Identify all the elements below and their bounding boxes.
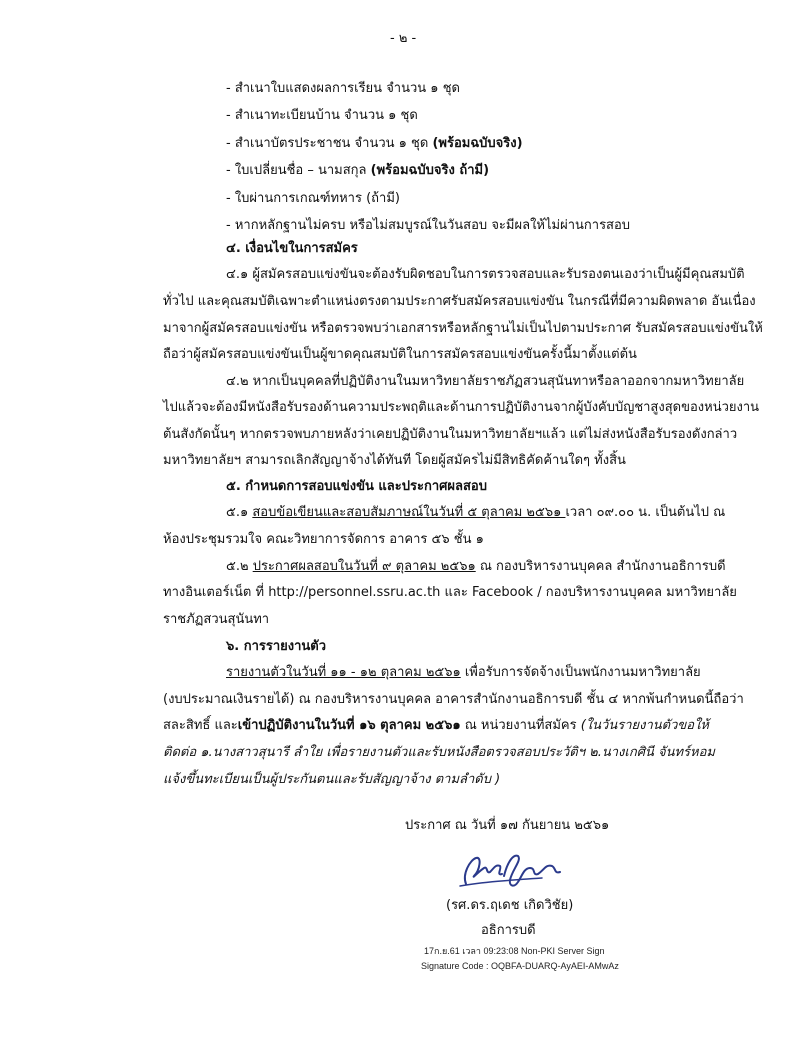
paragraph-5-2-line: ทางอินเตอร์เน็ต ที่ http://personnel.ssru.ac.th และ Facebook / กองบริหารงานบุคคล มหาวิทยาลัย (163, 585, 737, 600)
document-item: - หากหลักฐานไม่ครบ หรือไม่สมบูรณ์ในวันสอบ จะมีผลให้ไม่ผ่านการสอบ (226, 218, 631, 233)
paragraph-4-1-line: ๔.๑ ผู้สมัครสอบแข่งขันจะต้องรับผิดชอบในการตรวจสอบและรับรองตนเองว่าเป็นผู้มีคุณสมบัติ (226, 267, 745, 282)
paragraph-5-1-number: ๕.๑ (226, 505, 253, 520)
paragraph-6-line (226, 664, 701, 682)
paragraph-6-note: แจ้งขึ้นทะเบียนเป็นผู้ประกันตนและรับสัญญาจ้าง ตามลำดับ ) (163, 772, 501, 787)
document-item: - ใบผ่านการเกณฑ์ทหาร (ถ้ามี) (226, 191, 400, 206)
paragraph-4-1-line: มาจากผู้สมัครสอบแข่งขัน หรือตรวจพบว่าเอกสารหรือหลักฐานไม่เป็นไปตามประกาศ รับสมัครสอบแข่งขันให้ (163, 321, 763, 336)
start-work-date: เข้าปฏิบัติงานในวันที่ ๑๖ ตุลาคม ๒๕๖๑ (237, 718, 461, 733)
signature-code: Signature Code : OQBFA-DUARQ-AyAEI-AMwAz (421, 961, 619, 971)
section-4-heading: ๔. เงื่อนไขในการสมัคร (226, 241, 358, 256)
paragraph-4-1-line: ถือว่าผู้สมัครสอบแข่งขันเป็นผู้ขาดคุณสมบัติในการสมัครสอบแข่งขันครั้งนี้มาตั้งแต่ต้น (163, 347, 637, 362)
exam-time: เวลา ๐๙.๐๐ น. เป็นต้นไป ณ (565, 505, 726, 520)
page-number: - ๒ - (390, 31, 417, 46)
paragraph-4-2-line: ๔.๒ หากเป็นบุคคลที่ปฏิบัติงานในมหาวิทยาลัยราชภัฏสวนสุนันทาหรือลาออกจากมหาวิทยาลัย (226, 374, 745, 389)
paragraph-5-1-line: ห้องประชุมรวมใจ คณะวิทยาการจัดการ อาคาร ๕๖ ชั้น ๑ (163, 532, 484, 547)
section-6-heading: ๖. การรายงานตัว (226, 639, 327, 654)
document-item (226, 135, 523, 153)
sign-metadata: 17ก.ย.61 เวลา 09:23:08 Non-PKI Server Sign (424, 946, 605, 956)
document-item-note: (พร้อมฉบับจริง ถ้ามี) (370, 163, 490, 178)
signer-name: (รศ.ดร.ฤเดช เกิดวิชัย) (446, 898, 574, 913)
document-item-text: - สำเนาบัตรประชาชน จำนวน ๑ ชุด (226, 136, 433, 151)
document-item-text: - ใบเปลี่ยนชื่อ – นามสกุล (226, 163, 371, 178)
paragraph-4-2-line: ไปแล้วจะต้องมีหนังสือรับรองด้านความประพฤติและด้านการปฏิบัติงานจากผู้บังคับบัญชาสูงสุดของหน่วยงาน (163, 400, 760, 415)
announcement-date: ประกาศ ณ วันที่ ๑๗ กันยายน ๒๕๖๑ (405, 818, 610, 833)
paragraph-6-note: (ในวันรายงานตัวขอให้ (580, 718, 709, 733)
paragraph-4-1-line: ทั่วไป และคุณสมบัติเฉพาะตำแหน่งตรงตามประกาศรับสมัครสอบแข่งขัน ในกรณีที่มีความผิดพลาด อันเนื่อง (163, 294, 756, 309)
report-purpose: เพื่อรับการจัดจ้างเป็นพนักงานมหาวิทยาลัย (460, 665, 701, 680)
paragraph-6-text: สละสิทธิ์ และ (163, 718, 238, 733)
paragraph-4-2-line: มหาวิทยาลัยฯ สามารถเลิกสัญญาจ้างได้ทันที โดยผู้สมัครไม่มีสิทธิคัดค้านใดๆ ทั้งสิ้น (163, 453, 626, 468)
paragraph-6-line (163, 717, 709, 735)
paragraph-4-2-line: ต้นสังกัดนั้นๆ หากตรวจพบภายหลังว่าเคยปฏิบัติงานในมหาวิทยาลัยฯแล้ว แต่ไม่ส่งหนังสือรับรองดังกล่าว (163, 427, 738, 442)
document-item (226, 162, 489, 180)
document-item-note: (พร้อมฉบับจริง) (432, 136, 523, 151)
report-date: รายงานตัวในวันที่ ๑๑ - ๑๒ ตุลาคม ๒๕๖๑ (226, 665, 461, 680)
paragraph-5-1-line (226, 504, 725, 522)
paragraph-5-2-line: ราชภัฏสวนสุนันทา (163, 612, 270, 627)
paragraph-5-2-line (226, 558, 726, 576)
result-place: ณ กองบริหารงานบุคคล สำนักงานอธิการบดี (475, 559, 726, 574)
section-5-heading: ๕. กำหนดการสอบแข่งขัน และประกาศผลสอบ (226, 479, 487, 494)
exam-date: สอบข้อเขียนและสอบสัมภาษณ์ในวันที่ ๕ ตุลาคม ๒๕๖๑ (252, 505, 566, 520)
signature-icon (452, 846, 572, 892)
paragraph-5-2-number: ๕.๒ (226, 559, 253, 574)
paragraph-6-note: ติดต่อ ๑.นางสาวสุนารี ลำใย เพื่อรายงานตัวและรับหนังสือตรวจสอบประวัติฯ ๒.นางเกศินี จันทร์หอม (163, 745, 715, 760)
paragraph-6-text: ณ หน่วยงานที่สมัคร (460, 718, 581, 733)
document-item: - สำเนาทะเบียนบ้าน จำนวน ๑ ชุด (226, 108, 418, 123)
paragraph-6-line: (งบประมาณเงินรายได้) ณ กองบริหารงานบุคคล อาคารสำนักงานอธิการบดี ชั้น ๔ หากพ้นกำหนดนี้ถือว่า (163, 692, 744, 707)
document-item: - สำเนาใบแสดงผลการเรียน จำนวน ๑ ชุด (226, 81, 460, 96)
result-date: ประกาศผลสอบในวันที่ ๙ ตุลาคม ๒๕๖๑ (252, 559, 476, 574)
signer-title: อธิการบดี (481, 923, 536, 938)
